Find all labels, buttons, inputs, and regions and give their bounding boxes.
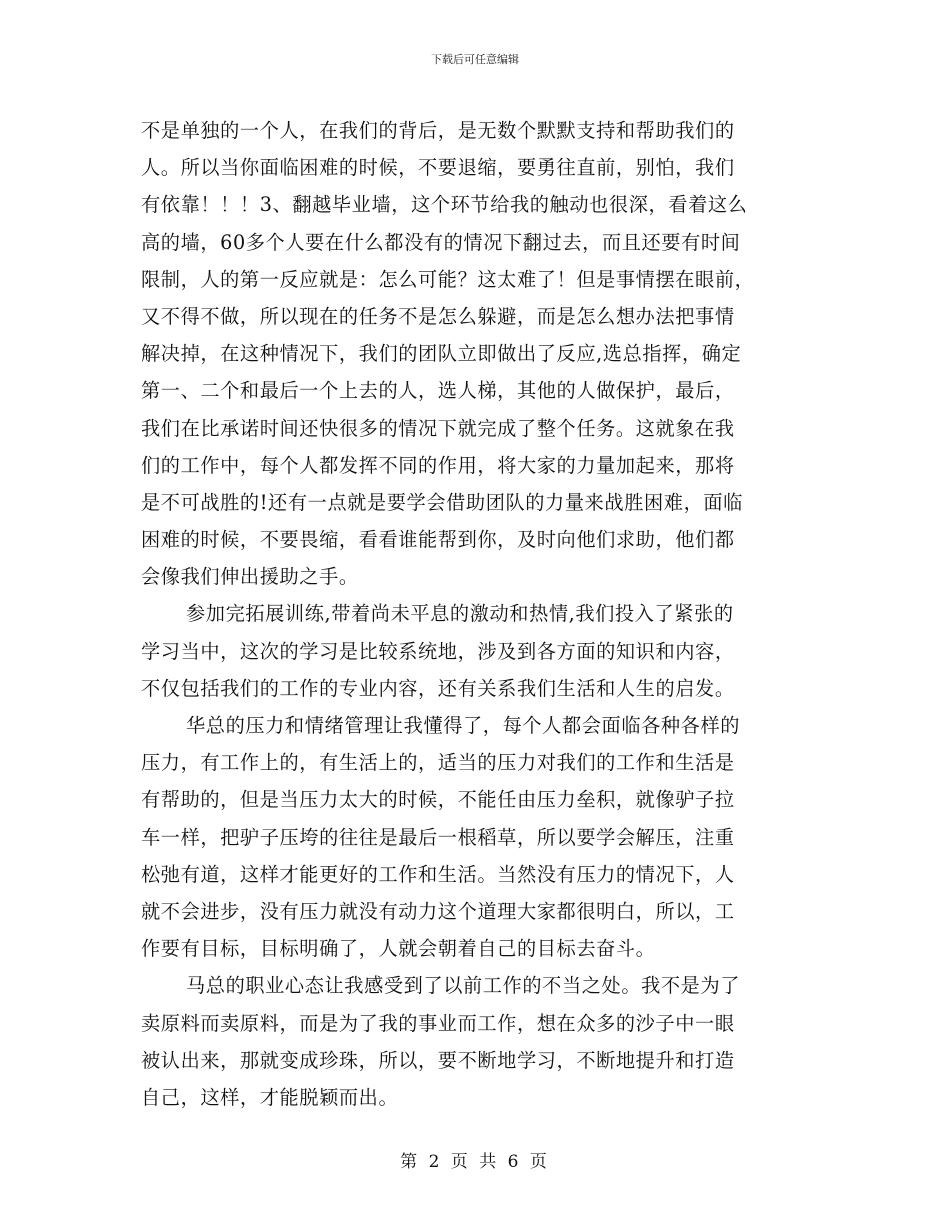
text-line: 人。所以当你面临困难的时候，不要退缩，要勇往直前，别怕，我们: [141, 156, 735, 180]
text-line: 有帮助的，但是当压力太大的时候，不能任由压力垒积，就像驴子拉: [141, 788, 735, 812]
text-line: 我们在比承诺时间还快很多的情况下就完成了整个任务。这就象在我: [141, 416, 735, 440]
page-footer: 第 2 页 共 6 页: [400, 1152, 550, 1172]
text-line: 有依靠！！！3、翻越毕业墙，这个环节给我的触动也很深，看着这么: [141, 193, 748, 217]
text-line: 就不会进步，没有压力就没有动力这个道理大家都很明白，所以，工: [141, 899, 735, 923]
text-line: 解决掉，在这种情况下，我们的团队立即做出了反应,选总指挥，确定: [141, 342, 742, 366]
text-line: 们的工作中，每个人都发挥不同的作用，将大家的力量加起来，那将: [141, 453, 735, 477]
text-line: 压力，有工作上的，有生活上的，适当的压力对我们的工作和生活是: [141, 751, 735, 775]
text-line: 卖原料而卖原料，而是为了我的事业而工作，想在众多的沙子中一眼: [141, 1011, 735, 1035]
text-line: 高的墙，60多个人要在什么都没有的情况下翻过去，而且还要有时间: [141, 230, 741, 254]
text-line: 松弛有道，这样才能更好的工作和生活。当然没有压力的情况下，人: [141, 862, 735, 886]
text-line: 又不得不做，所以现在的任务不是怎么躲避，而是怎么想办法把事情: [141, 304, 735, 328]
text-line: 第一、二个和最后一个上去的人，选人梯，其他的人做保护，最后，: [141, 379, 735, 403]
page-header: 下载后可任意编辑: [431, 53, 519, 66]
text-line: 车一样，把驴子压垮的往往是最后一根稻草，所以要学会解压，注重: [141, 825, 735, 849]
text-line: 是不可战胜的!还有一点就是要学会借助团队的力量来战胜困难，面临: [141, 490, 743, 514]
text-line: 限制，人的第一反应就是：怎么可能？这太难了！但是事情摆在眼前，: [141, 267, 755, 291]
text-line: 会像我们伸出援助之手。: [141, 565, 359, 589]
text-line: 困难的时候，不要畏缩，看看谁能帮到你，及时向他们求助，他们都: [141, 528, 735, 552]
paragraph-first-line: 华总的压力和情绪管理让我懂得了，每个人都会面临各种各样的: [186, 714, 741, 737]
document-body: [141, 112, 809, 1116]
text-line: 被认出来，那就变成珍珠，所以，要不断地学习，不断地提升和打造: [141, 1048, 735, 1072]
text-line: 学习当中，这次的学习是比较系统地，涉及到各方面的知识和内容，: [141, 639, 735, 663]
text-line: 不是单独的一个人，在我们的背后，是无数个默默支持和帮助我们的: [141, 119, 735, 142]
text-line: 作要有目标，目标明确了，人就会朝着自己的目标去奋斗。: [141, 937, 656, 961]
text-line: 自己，这样，才能脱颖而出。: [141, 1085, 399, 1109]
text-line: 不仅包括我们的工作的专业内容，还有关系我们生活和人生的启发。: [141, 676, 735, 700]
paragraph-first-line: 参加完拓展训练,带着尚未平息的激动和热情,我们投入了紧张的: [186, 602, 734, 626]
paragraph-first-line: 马总的职业心态让我感受到了以前工作的不当之处。我不是为了: [186, 974, 741, 998]
